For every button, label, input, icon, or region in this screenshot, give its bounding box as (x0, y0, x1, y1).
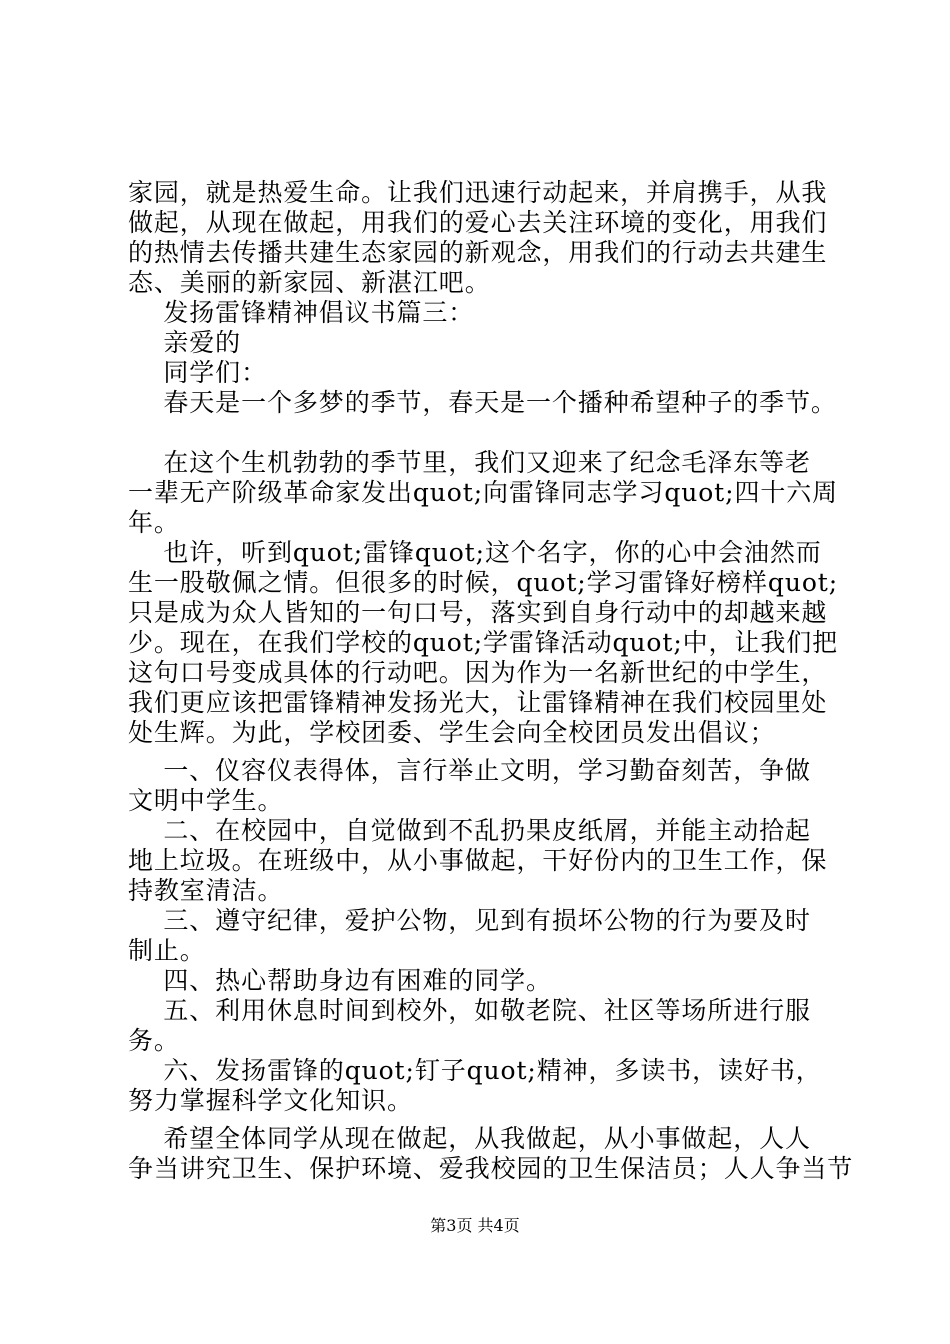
text-line: 态、美丽的新家园、新湛江吧。 (128, 268, 491, 297)
list-item: 一、仪容仪表得体，言行举止文明，学习勤奋刻苦，争做 (128, 756, 811, 785)
salutation: 同学们： (128, 358, 267, 387)
list-item: 五、利用休息时间到校外，如敬老院、社区等场所进行服 (128, 996, 811, 1025)
text-line: 生一股敬佩之情。但很多的时候，quot;学习雷锋好榜样quot; (128, 568, 839, 597)
text-line: 只是成为众人皆知的一句口号，落实到自身行动中的却越来越 (128, 598, 828, 627)
text-line: 制止。 (128, 936, 206, 965)
text-line: 争当讲究卫生、保护环境、爱我校园的卫生保洁员；人人争当节 (128, 1154, 854, 1183)
text-line: 一辈无产阶级革命家发出quot;向雷锋同志学习quot;四十六周 (128, 478, 839, 507)
text-line: 在这个生机勃勃的季节里，我们又迎来了纪念毛泽东等老 (128, 448, 811, 477)
text-line: 文明中学生。 (128, 786, 284, 815)
text-line: 我们更应该把雷锋精神发扬光大，让雷锋精神在我们校园里处 (128, 688, 828, 717)
section-heading: 发扬雷锋精神倡议书篇三： (128, 298, 475, 327)
text-line: 也许，听到quot;雷锋quot;这个名字，你的心中会油然而 (128, 538, 822, 567)
text-line: 务。 (128, 1026, 180, 1055)
text-line: 年。 (128, 508, 180, 537)
text-line: 希望全体同学从现在做起，从我做起，从小事做起，人人 (128, 1124, 811, 1153)
text-line: 春天是一个多梦的季节，春天是一个播种希望种子的季节。 (128, 388, 837, 417)
page-footer: 第3页 共4页 (430, 1216, 520, 1235)
list-item: 四、热心帮助身边有困难的同学。 (128, 966, 552, 995)
text-line: 少。现在，在我们学校的quot;学雷锋活动quot;中，让我们把 (128, 628, 839, 657)
text-line: 做起，从现在做起，用我们的爱心去关注环境的变化，用我们 (128, 208, 828, 237)
list-item: 二、在校园中，自觉做到不乱扔果皮纸屑，并能主动拾起 (128, 816, 811, 845)
text-line: 这句口号变成具体的行动吧。因为作为一名新世纪的中学生， (128, 658, 828, 687)
text-line: 处生辉。为此，学校团委、学生会向全校团员发出倡议； (128, 718, 776, 747)
text-line: 持教室清洁。 (128, 876, 284, 905)
salutation: 亲爱的 (128, 328, 242, 357)
text-line: 地上垃圾。在班级中，从小事做起，干好份内的卫生工作，保 (128, 846, 828, 875)
text-line: 家园，就是热爱生命。让我们迅速行动起来，并肩携手，从我 (128, 178, 828, 207)
list-item: 三、遵守纪律，爱护公物，见到有损坏公物的行为要及时 (128, 906, 811, 935)
text-line: 的热情去传播共建生态家园的新观念，用我们的行动去共建生 (128, 238, 828, 267)
text-line: 努力掌握科学文化知识。 (128, 1086, 413, 1115)
list-item: 六、发扬雷锋的quot;钉子quot;精神，多读书，读好书， (128, 1056, 822, 1085)
